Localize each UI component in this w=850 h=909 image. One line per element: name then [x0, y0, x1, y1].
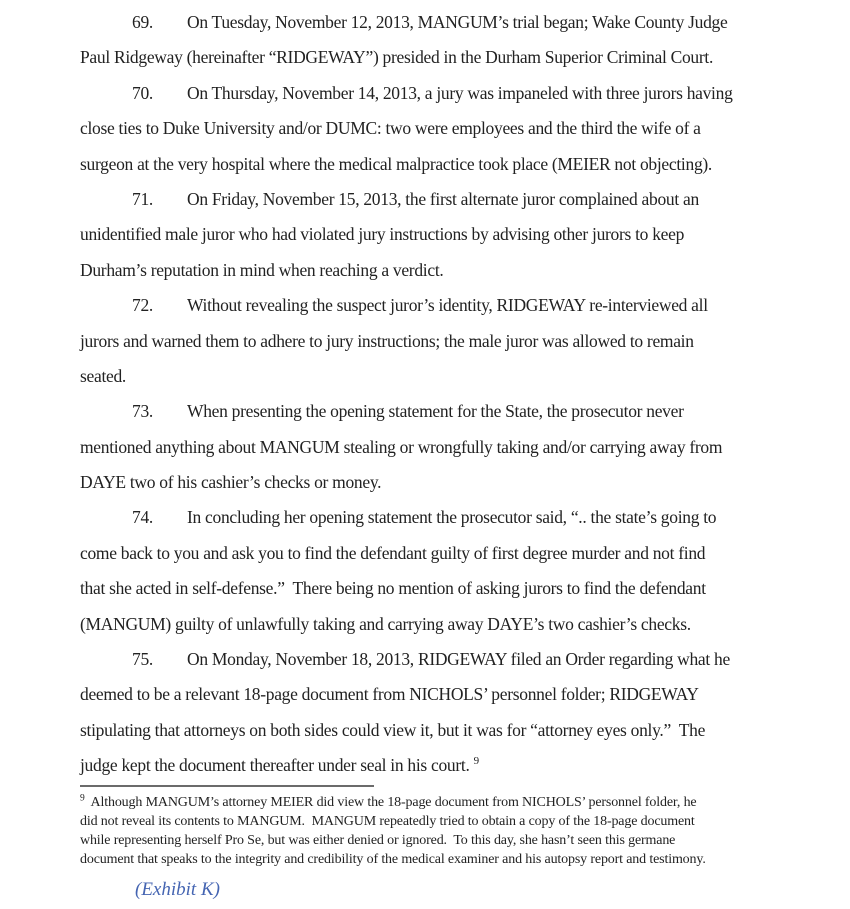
paragraph-number: 71.	[132, 188, 153, 209]
footnote-line	[80, 793, 850, 812]
paragraph-line: stipulating that attorneys on both sides could view it, but it was for “attorney eyes only.” The	[80, 719, 706, 740]
paragraph-line: seated.	[80, 365, 126, 386]
footnote-marker: 9	[80, 792, 85, 803]
paragraph-text: When presenting the opening statement for the State, the prosecutor never	[187, 401, 684, 422]
paragraph-number: 74.	[132, 507, 153, 528]
paragraph-number: 69.	[132, 12, 153, 32]
footnote-line: while representing herself Pro Se, but was either denied or ignored. To this day, she hasn’t seen this germane	[80, 833, 676, 849]
paragraph-line: deemed to be a relevant 18-page document from NICHOLS’ personnel folder; RIDGEWAY	[80, 684, 699, 705]
paragraph-70	[80, 76, 850, 182]
paragraph-line: close ties to Duke University and/or DUMC: two were employees and the third the wife of a	[80, 118, 701, 139]
paragraph-number: 72.	[132, 295, 153, 316]
paragraph-number: 73.	[132, 401, 153, 422]
paragraph-line	[80, 288, 850, 323]
footnote-text: Although MANGUM’s attorney MEIER did view the 18-page document from NICHOLS’ personnel folder, he	[84, 794, 697, 810]
paragraph-line	[80, 748, 850, 783]
paragraph-text: judge kept the document thereafter under seal in his court.	[80, 755, 474, 776]
paragraph-text: On Friday, November 15, 2013, the first alternate juror complained about an	[187, 188, 699, 209]
footnote-separator	[80, 785, 374, 787]
paragraph-line: surgeon at the very hospital where the medical malpractice took place (MEIER not objecting).	[80, 153, 712, 174]
paragraph-line	[80, 5, 850, 40]
paragraph-text: On Thursday, November 14, 2013, a jury was impaneled with three jurors having	[187, 82, 733, 103]
paragraph-line: DAYE two of his cashier’s checks or money.	[80, 472, 382, 493]
footnote-line: did not reveal its contents to MANGUM. MANGUM repeatedly tried to obtain a copy of the 18-page document	[80, 813, 695, 829]
paragraph-74	[80, 500, 850, 642]
paragraph-line: Paul Ridgeway (hereinafter “RIDGEWAY”) presided in the Durham Superior Criminal Court.	[80, 47, 714, 68]
paragraph-text: In concluding her opening statement the prosecutor said, “.. the state’s going to	[187, 507, 717, 528]
paragraph-text: On Monday, November 18, 2013, RIDGEWAY filed an Order regarding what he	[187, 649, 730, 670]
paragraph-72	[80, 288, 850, 394]
paragraph-text: Without revealing the suspect juror’s identity, RIDGEWAY re-interviewed all	[187, 295, 708, 316]
paragraph-line	[80, 394, 850, 429]
footnote-reference: 9	[473, 755, 480, 768]
footnote-line: document that speaks to the integrity and credibility of the medical examiner and his autopsy report and testimony.	[80, 852, 706, 868]
paragraph-number: 75.	[132, 649, 153, 670]
paragraph-text: On Tuesday, November 12, 2013, MANGUM’s trial began; Wake County Judge	[187, 12, 728, 32]
paragraph-line	[80, 76, 850, 111]
paragraph-line	[80, 642, 850, 677]
paragraph-line: (MANGUM) guilty of unlawfully taking and carrying away DAYE’s two cashier’s checks.	[80, 613, 691, 634]
paragraph-73	[80, 394, 850, 500]
paragraph-69	[80, 5, 850, 76]
paragraph-line	[80, 182, 850, 217]
paragraph-line: jurors and warned them to adhere to jury instructions; the male juror was allowed to remain	[80, 330, 694, 351]
exhibit-link[interactable]: (Exhibit K)	[135, 878, 220, 900]
paragraph-number: 70.	[132, 82, 153, 103]
paragraph-line: come back to you and ask you to find the defendant guilty of first degree murder and not find	[80, 542, 706, 563]
paragraph-line	[80, 500, 850, 535]
paragraph-75	[80, 642, 850, 784]
paragraph-71	[80, 182, 850, 288]
footnote	[80, 793, 850, 870]
paragraph-line: mentioned anything about MANGUM stealing or wrongfully taking and/or carrying away from	[80, 436, 723, 457]
paragraph-line: Durham’s reputation in mind when reaching a verdict.	[80, 259, 444, 280]
paragraph-line: that she acted in self-defense.” There being no mention of asking jurors to find the defendant	[80, 578, 706, 599]
paragraph-line: unidentified male juror who had violated jury instructions by advising other jurors to keep	[80, 224, 685, 245]
